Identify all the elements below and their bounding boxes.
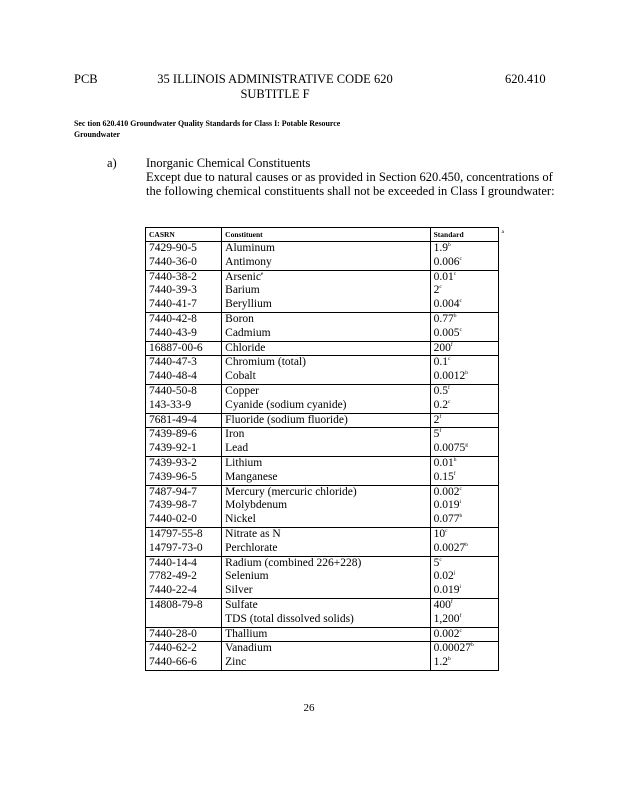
standard-footnote: c (459, 298, 462, 305)
table-row (146, 284, 508, 298)
standard-value: 0.15 (433, 470, 454, 483)
standard-footnote: c (459, 326, 462, 333)
table-row (146, 499, 508, 513)
constituent-name: Perchlorate (225, 541, 278, 554)
standard-footnote: c (448, 356, 451, 363)
standard-value: 0.00027 (433, 642, 472, 655)
cell-spacer (498, 556, 507, 570)
cell-spacer (498, 627, 507, 642)
constituent-name: Cobalt (225, 370, 256, 383)
standard-footnote: g (465, 442, 469, 449)
standards-table (145, 227, 508, 671)
header-center (150, 72, 400, 102)
cell-casrn: 7429-90-5 (146, 242, 222, 256)
table-header-row (146, 228, 508, 242)
cell-constituent (222, 627, 430, 642)
standard-footnote: i (459, 499, 462, 506)
standard-value: 1.2 (433, 656, 449, 669)
cell-casrn: 7440-41-7 (146, 298, 222, 312)
standard-value: 0.0075 (433, 442, 466, 455)
cell-constituent (222, 442, 430, 456)
table-row (146, 384, 508, 398)
standard-footnote: b (453, 313, 457, 320)
cell-standard (430, 598, 498, 612)
table-row (146, 356, 508, 370)
cell-standard (430, 613, 498, 627)
standard-value: 0.5 (433, 384, 449, 397)
constituent-name: Nickel (225, 513, 256, 526)
cell-standard (430, 442, 498, 456)
cell-casrn: 7440-62-2 (146, 642, 222, 656)
section-heading-line1: Sec tion 620.410 Groundwater Quality Standards for Class I: Potable Resource (74, 118, 341, 128)
cell-constituent (222, 312, 430, 326)
constituent-name: Lithium (225, 456, 263, 469)
standard-footnote: f (459, 612, 462, 619)
cell-casrn: 7439-89-6 (146, 428, 222, 442)
cell-casrn: 7439-96-5 (146, 471, 222, 485)
cell-casrn: 7681-49-4 (146, 413, 222, 428)
cell-constituent (222, 298, 430, 312)
table-row (146, 556, 508, 570)
cell-constituent (222, 527, 430, 541)
table-row (146, 327, 508, 341)
constituent-name: Vanadium (225, 642, 272, 655)
standard-footnote: f (450, 341, 453, 348)
cell-casrn: 14797-73-0 (146, 542, 222, 556)
cell-constituent (222, 356, 430, 370)
constituent-name: Chloride (225, 341, 266, 354)
constituent-name: Thallium (225, 627, 268, 640)
standard-footnote: j (453, 570, 456, 577)
table-row (146, 270, 508, 284)
col-header-constituent: Constituent (222, 228, 430, 242)
cell-spacer (498, 613, 507, 627)
standard-value: 10 (433, 527, 446, 540)
table-row (146, 256, 508, 270)
table-row (146, 471, 508, 485)
cell-spacer (498, 456, 507, 470)
standard-value: 0.0012 (433, 370, 466, 383)
cell-constituent (222, 556, 430, 570)
cell-standard (430, 428, 498, 442)
standard-footnote: f (448, 385, 450, 392)
cell-casrn: 7440-28-0 (146, 627, 222, 642)
cell-casrn: 7440-39-3 (146, 284, 222, 298)
cell-standard (430, 341, 498, 356)
cell-casrn: 7440-02-0 (146, 513, 222, 527)
standard-footnote: f (439, 428, 442, 435)
constituent-name: Nitrate as N (225, 527, 281, 540)
cell-standard (430, 642, 498, 656)
standard-value: 2 (433, 413, 440, 426)
table-row (146, 442, 508, 456)
cell-standard (430, 370, 498, 384)
cell-standard (430, 327, 498, 341)
cell-casrn: 7440-47-3 (146, 356, 222, 370)
cell-spacer (498, 656, 507, 670)
table-row (146, 642, 508, 656)
cell-spacer (498, 256, 507, 270)
constituent-name: Fluoride (sodium fluoride) (225, 413, 348, 426)
cell-casrn: 7440-36-0 (146, 256, 222, 270)
constituent-name: Antimony (225, 255, 272, 268)
cell-casrn: 7439-98-7 (146, 499, 222, 513)
cell-constituent (222, 370, 430, 384)
standard-footnote: f (439, 413, 442, 420)
standard-value: 0.077 (433, 513, 460, 526)
cell-constituent (222, 456, 430, 470)
item-text (146, 170, 596, 198)
cell-constituent (222, 384, 430, 398)
cell-casrn (146, 613, 222, 627)
section-heading-line2: Groundwater (74, 129, 120, 139)
standard-footnote: c (439, 284, 442, 291)
cell-spacer (498, 384, 507, 398)
col-header-casrn: CASRN (146, 228, 222, 242)
cell-spacer (498, 327, 507, 341)
cell-spacer (498, 370, 507, 384)
cell-standard (430, 542, 498, 556)
constituent-name: Arsenic (225, 270, 261, 283)
table-row (146, 542, 508, 556)
cell-spacer (498, 312, 507, 326)
standard-footnote: c (453, 270, 457, 277)
cell-constituent (222, 284, 430, 298)
cell-constituent (222, 341, 430, 356)
table-row (146, 627, 508, 642)
constituent-name: Sulfate (225, 598, 258, 611)
standard-value: 0.01 (433, 456, 454, 469)
table-row (146, 370, 508, 384)
header-right: 620.410 (505, 72, 546, 86)
standard-footnote: c (459, 255, 462, 262)
table-row (146, 413, 508, 428)
cell-constituent (222, 428, 430, 442)
col-header-units-footnote: a (501, 228, 504, 235)
standard-footnote: b (448, 242, 451, 249)
constituent-name: Iron (225, 428, 245, 441)
table-row (146, 242, 508, 256)
cell-constituent (222, 570, 430, 584)
constituent-name: Zinc (225, 656, 247, 669)
constituent-name: Chromium (total) (225, 356, 306, 369)
standard-value: 0.002 (433, 485, 460, 498)
cell-casrn: 7440-50-8 (146, 384, 222, 398)
table-row (146, 312, 508, 326)
cell-constituent (222, 584, 430, 598)
cell-casrn: 7440-38-2 (146, 270, 222, 284)
cell-spacer (498, 527, 507, 541)
cell-standard (430, 556, 498, 570)
standard-footnote: i (459, 584, 462, 591)
standard-value: 0.02 (433, 570, 454, 583)
cell-casrn: 7439-92-1 (146, 442, 222, 456)
standard-footnote: b (471, 642, 474, 649)
cell-standard (430, 399, 498, 413)
cell-standard (430, 298, 498, 312)
col-header-standard: Standard (430, 228, 498, 242)
page-number: 26 (303, 702, 315, 714)
table-row (146, 613, 508, 627)
cell-constituent (222, 413, 430, 428)
cell-spacer (498, 499, 507, 513)
constituent-name: Beryllium (225, 298, 272, 311)
standard-value: 200 (433, 341, 451, 354)
standard-footnote: f (450, 599, 453, 606)
standard-footnote: f (453, 470, 456, 477)
cell-spacer (498, 542, 507, 556)
standard-value: 2 (433, 284, 440, 297)
cell-spacer (498, 570, 507, 584)
cell-casrn: 16887-00-6 (146, 341, 222, 356)
cell-casrn: 143-33-9 (146, 399, 222, 413)
table-row (146, 399, 508, 413)
cell-casrn: 7440-42-8 (146, 312, 222, 326)
standard-value: 0.019 (433, 584, 460, 597)
standard-footnote: h (453, 457, 457, 464)
constituent-name: Manganese (225, 470, 278, 483)
standard-footnote: c (439, 556, 442, 563)
cell-casrn: 7440-48-4 (146, 370, 222, 384)
cell-constituent (222, 542, 430, 556)
constituent-name: Cyanide (sodium cyanide) (225, 398, 347, 411)
cell-constituent (222, 656, 430, 670)
standard-footnote: c (445, 528, 448, 535)
cell-spacer (498, 341, 507, 356)
table-row (146, 598, 508, 612)
cell-spacer (498, 356, 507, 370)
cell-spacer (498, 513, 507, 527)
cell-standard (430, 284, 498, 298)
standard-value: 0.01 (433, 270, 454, 283)
constituent-name: Silver (225, 584, 253, 597)
header-left: PCB (74, 72, 98, 86)
cell-standard (430, 527, 498, 541)
standard-value: 0.2 (433, 398, 449, 411)
cell-standard (430, 384, 498, 398)
constituent-name: Molybdenum (225, 499, 288, 512)
table-row (146, 341, 508, 356)
cell-constituent (222, 613, 430, 627)
cell-spacer (498, 413, 507, 428)
standard-value: 400 (433, 598, 451, 611)
cell-standard (430, 471, 498, 485)
cell-constituent (222, 499, 430, 513)
cell-constituent (222, 256, 430, 270)
cell-casrn: 7439-93-2 (146, 456, 222, 470)
item-text-line2: the following chemical constituents shall not be exceeded in Class I groundwater: (146, 184, 555, 198)
table-row (146, 570, 508, 584)
standard-value: 0.004 (433, 298, 460, 311)
constituent-name: Selenium (225, 570, 269, 583)
standard-footnote: b (448, 656, 451, 663)
standard-footnote: c (459, 485, 462, 492)
standard-value: 0.019 (433, 499, 460, 512)
cell-spacer (498, 270, 507, 284)
cell-standard (430, 584, 498, 598)
standard-value: 1.9 (433, 242, 449, 254)
cell-casrn: 7782-49-2 (146, 570, 222, 584)
cell-standard (430, 656, 498, 670)
cell-casrn: 7440-22-4 (146, 584, 222, 598)
standard-value: 0.002 (433, 627, 460, 640)
table-row (146, 485, 508, 499)
cell-spacer (498, 442, 507, 456)
table-row (146, 656, 508, 670)
cell-spacer (498, 428, 507, 442)
cell-spacer (498, 471, 507, 485)
cell-standard (430, 256, 498, 270)
cell-constituent (222, 327, 430, 341)
constituent-name: Barium (225, 284, 260, 297)
item-text-line1: Except due to natural causes or as provided in Section 620.450, concentrations of (146, 170, 553, 184)
standard-value: 0.77 (433, 312, 454, 325)
cell-standard (430, 513, 498, 527)
standard-value: 0.0027 (433, 541, 466, 554)
constituent-name: TDS (total dissolved solids) (225, 612, 354, 625)
standard-value: 5 (433, 556, 440, 569)
cell-standard (430, 456, 498, 470)
standard-footnote: c (448, 398, 451, 405)
constituent-footnote: e (260, 270, 264, 277)
cell-casrn: 7440-66-6 (146, 656, 222, 670)
table-row (146, 513, 508, 527)
cell-constituent (222, 270, 430, 284)
cell-spacer (498, 485, 507, 499)
standard-value: 0.1 (433, 356, 449, 369)
cell-constituent (222, 513, 430, 527)
cell-spacer (498, 284, 507, 298)
cell-standard (430, 312, 498, 326)
cell-standard (430, 270, 498, 284)
constituent-name: Lead (225, 442, 249, 455)
cell-spacer (498, 399, 507, 413)
cell-constituent (222, 399, 430, 413)
cell-casrn: 7440-14-4 (146, 556, 222, 570)
section-heading (74, 118, 341, 140)
cell-spacer (498, 242, 507, 256)
cell-casrn: 14808-79-8 (146, 598, 222, 612)
cell-spacer (498, 642, 507, 656)
table-row (146, 298, 508, 312)
table-body (146, 242, 508, 671)
item-label: a) (107, 156, 117, 170)
table-row (146, 527, 508, 541)
cell-standard (430, 627, 498, 642)
cell-constituent (222, 242, 430, 256)
cell-constituent (222, 471, 430, 485)
constituent-name: Cadmium (225, 326, 271, 339)
cell-standard (430, 356, 498, 370)
constituent-name: Mercury (mercuric chloride) (225, 485, 357, 498)
cell-constituent (222, 485, 430, 499)
standard-value: 0.005 (433, 326, 460, 339)
standard-footnote: c (459, 627, 462, 634)
cell-standard (430, 242, 498, 256)
table-row (146, 584, 508, 598)
standard-footnote: b (465, 370, 469, 377)
table-row (146, 428, 508, 442)
standard-footnote: b (459, 513, 463, 520)
constituent-name: Boron (225, 312, 254, 325)
standard-value: 5 (433, 428, 440, 441)
cell-standard (430, 413, 498, 428)
header-title: 35 ILLINOIS ADMINISTRATIVE CODE 620 (157, 72, 393, 86)
cell-spacer (498, 298, 507, 312)
constituent-name: Aluminum (225, 242, 275, 254)
cell-standard (430, 499, 498, 513)
cell-casrn: 14797-55-8 (146, 527, 222, 541)
cell-spacer (498, 584, 507, 598)
cell-constituent (222, 642, 430, 656)
cell-casrn: 7440-43-9 (146, 327, 222, 341)
item-title: Inorganic Chemical Constituents (146, 156, 311, 170)
cell-spacer (498, 598, 507, 612)
standard-value: 1,200 (433, 612, 460, 625)
cell-casrn: 7487-94-7 (146, 485, 222, 499)
constituent-name: Radium (combined 226+228) (225, 556, 362, 569)
cell-standard (430, 485, 498, 499)
table-row (146, 456, 508, 470)
standard-value: 0.006 (433, 255, 460, 268)
cell-standard (430, 570, 498, 584)
cell-constituent (222, 598, 430, 612)
header-subtitle: SUBTITLE F (240, 87, 310, 101)
constituent-name: Copper (225, 384, 260, 397)
standard-footnote: b (465, 541, 469, 548)
